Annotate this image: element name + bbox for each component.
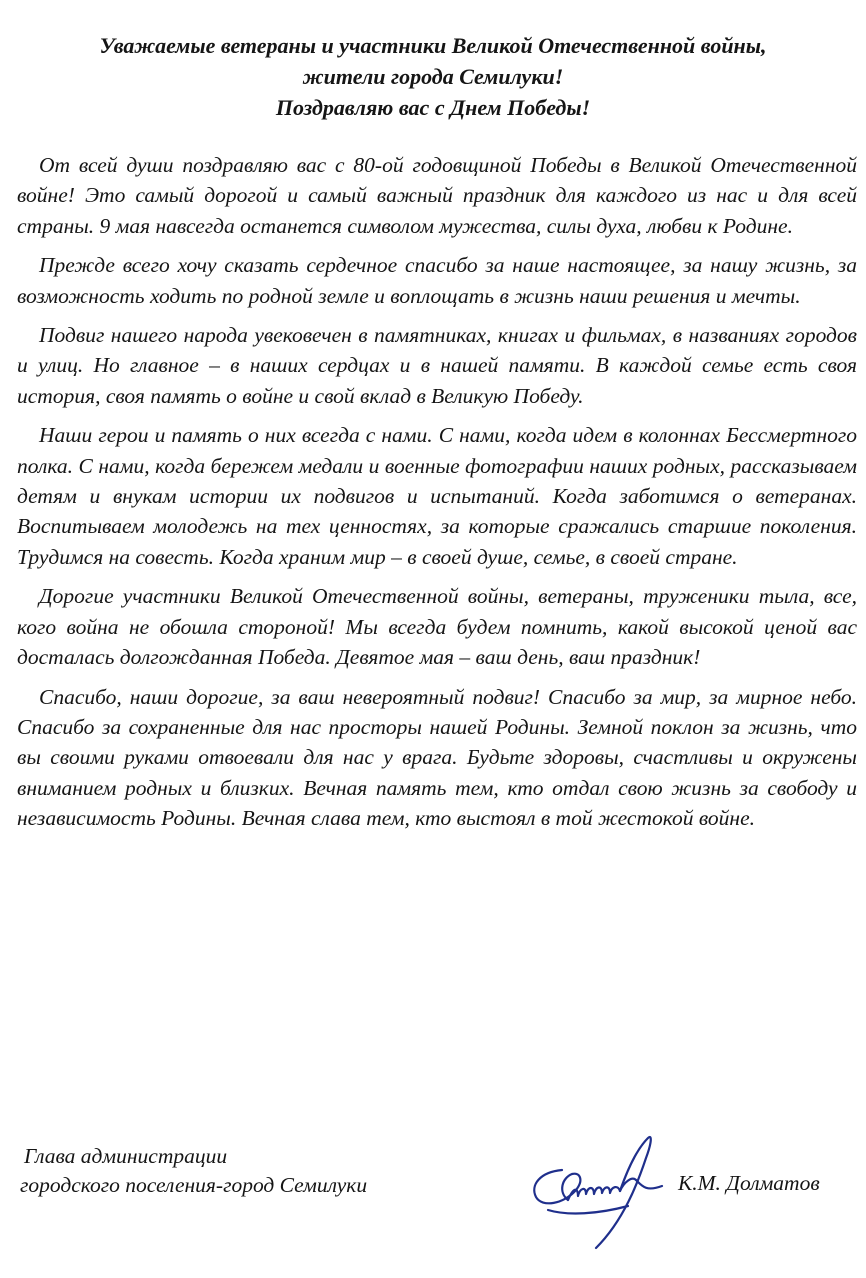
position-line-1: Глава администрации bbox=[24, 1144, 228, 1168]
letter-footer bbox=[0, 1140, 866, 1270]
handwritten-signature bbox=[528, 1130, 678, 1260]
position-line-2: городского поселения-город Семилуки bbox=[20, 1173, 368, 1197]
paragraph-5: Дорогие участники Великой Отечественной войны, ветераны, труженики тыла, все, кого война не обошла стороной! Мы всегда будем помнить, какой высокой ценой вас досталась долгожданная Победа. Девятое мая – ваш день, ваш праздник! bbox=[17, 584, 857, 670]
letter-header bbox=[0, 30, 866, 123]
paragraph-3: Подвиг нашего народа увековечен в памятниках, книгах и фильмах, в названиях городов и улиц. Но главное – в наших сердцах и в нашей памяти. В каждой семье есть своя история, своя память о войне и свой вклад в Великую Победу. bbox=[17, 323, 857, 408]
signer-position bbox=[20, 1142, 367, 1200]
paragraph-6: Спасибо, наши дорогие, за ваш невероятный подвиг! Спасибо за мир, за мирное небо. Спасибо за сохраненные для нас просторы нашей Родины. Земной поклон за жизнь, что вы своими руками отвоевали для нас у врага. Будьте здоровы, счастливы и окружены вниманием родных и близких. Вечная память тем, кто отдал свою жизнь за свободу и независимость Родины. Вечная слава тем, кто выстоял в той жестокой войне. bbox=[17, 684, 857, 831]
letter-body bbox=[17, 150, 857, 843]
header-greeting: Поздравляю вас с Днем Победы! bbox=[275, 95, 591, 120]
paragraph-4: Наши герои и память о них всегда с нами. С нами, когда идем в колоннах Бессмертного полка. С нами, когда бережем медали и военные фотографии наших родных, рассказываем детям и внукам истории их подвигов и испытаний. Когда заботимся о ветеранах. Воспитываем молодежь на тех ценностях, за которые сражались старшие поколения. Трудимся на совесть. Когда храним мир – в своей душе, семье, в своей стране. bbox=[17, 423, 857, 569]
paragraph-1: От всей души поздравляю вас с 80-ой годовщиной Победы в Великой Отечественной войне! Это самый дорогой и самый важный праздник для каждого из нас и для всей страны. 9 мая навсегда останется символом мужества, силы духа, любви к Родине. bbox=[17, 153, 857, 238]
signer-name: К.М. Долматов bbox=[678, 1171, 820, 1195]
paragraph-2: Прежде всего хочу сказать сердечное спасибо за наше настоящее, за нашу жизнь, за возможность ходить по родной земле и воплощать в жизнь наши решения и мечты. bbox=[17, 253, 857, 308]
header-address-line-1: Уважаемые ветераны и участники Великой Отечественной войны, bbox=[99, 33, 767, 58]
header-address-line-2: жители города Семилуки! bbox=[302, 64, 564, 89]
